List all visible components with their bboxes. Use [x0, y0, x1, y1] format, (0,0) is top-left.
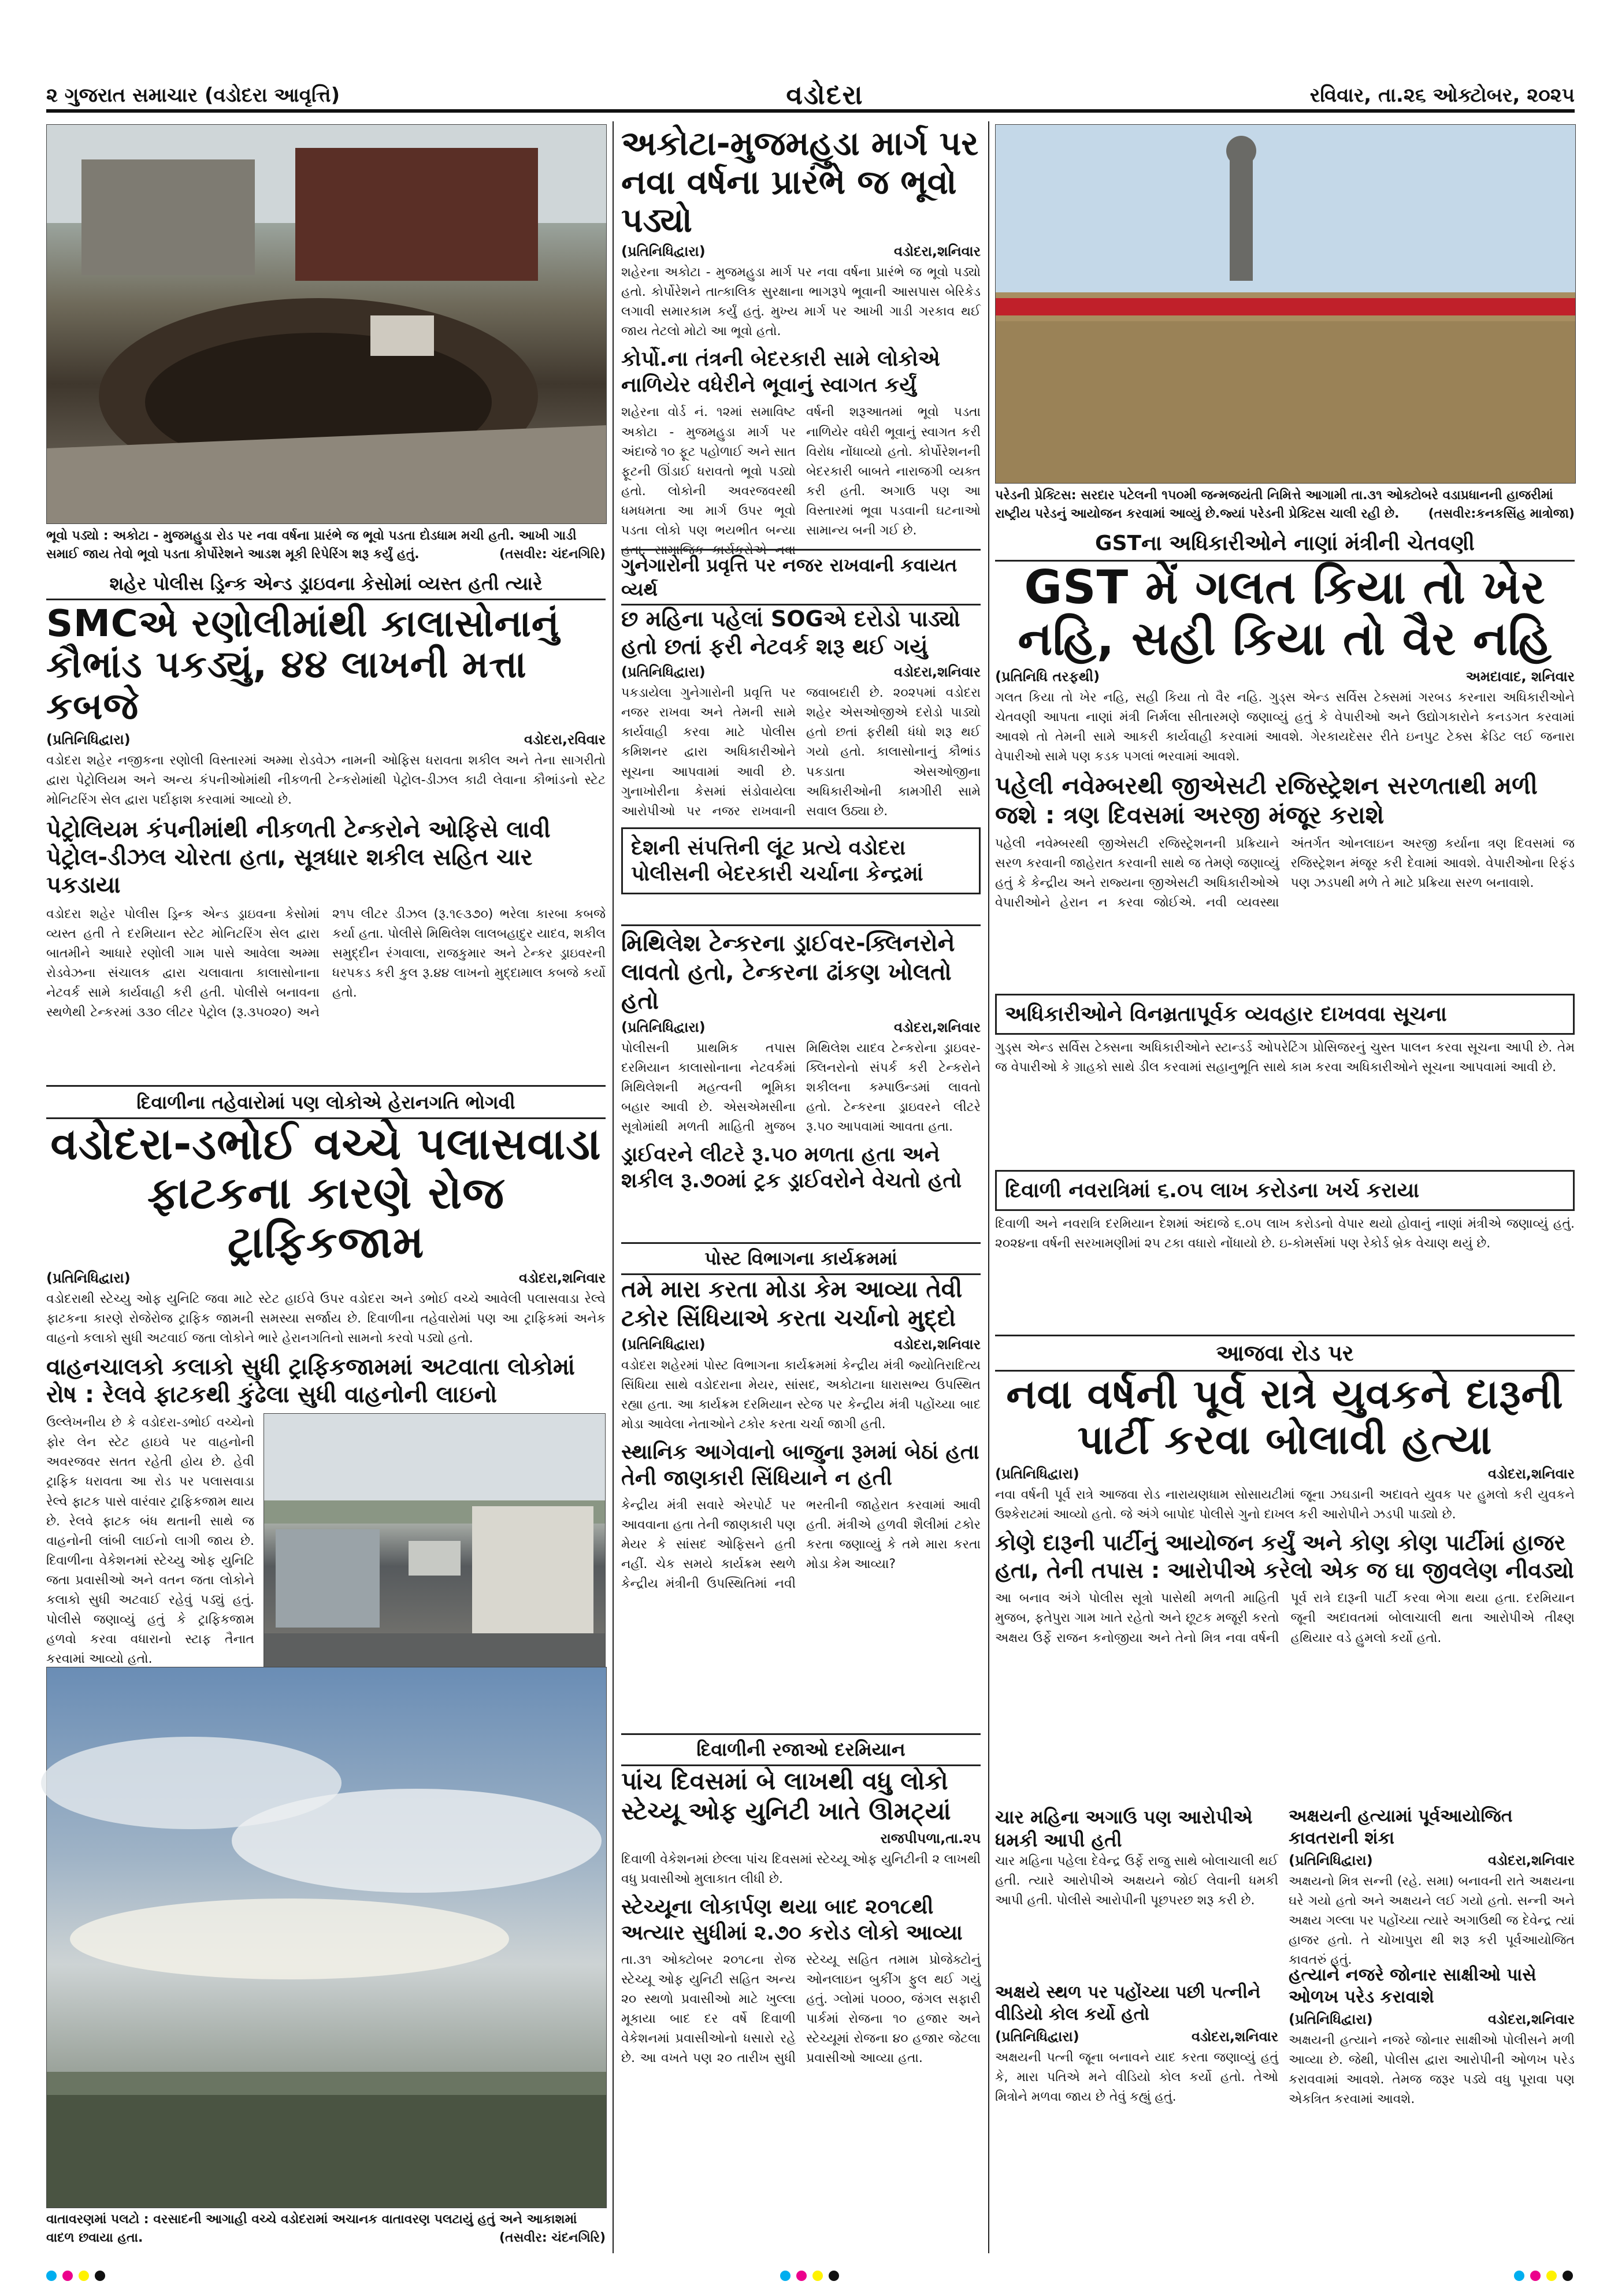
sky-illustration — [47, 1667, 606, 2208]
story-headline: અક્ષયની હત્યામાં પૂર્વઆયોજિત કાવતરાની શંકા — [1289, 1806, 1513, 1848]
dateline-place: વડોદરા,શનિવાર — [894, 1336, 981, 1353]
story-subheadline: વાહનચાલકો કલાકો સુધી ટ્રાફિકજામમાં અટવાતા લોકોમાં રોષ : રેલવે ફાટકથી કુંઢેલા સુધી વાહનોની લાઇનો — [46, 1354, 575, 1409]
dateline-source: (પ્રતિનિધિદ્વારા) — [621, 243, 706, 260]
sky-photo-caption — [46, 2210, 606, 2251]
story-body: શહેરના વોર્ડ નં. ૧૨માં સમાવિષ્ટ અકોટા - મુજમહુડા માર્ગ પર અંદાજે ૧૦ ફૂટ પહોળાઈ અને સાત ફૂટની ઊંડાઈ ધરાવતો ભૂવો પડ્યો હતો. લોકોની અવરજવરથી ધમધમતા આ માર્ગ ઉપર ભૂવો પડતા લોકો પણ ભયભીત બન્યા વર્ષની શરૂઆતમાં ભૂવો પડતા નાળિયેર વધેરી ભૂવાનું સ્વાગત કરી વિરોધ નોંધાવ્યો હતો. કોર્પોરેશનની બેદરકારી બાબતે નારાજગી વ્યક્ત કરી હતી. અગાઉ પણ આ વિસ્તારમાં ભૂવા પડવાની ઘટનાઓ સામાન્ય બની ગઈ છે. — [621, 405, 981, 538]
statue-story — [621, 1738, 981, 2252]
dateline-place: વડોદરા,શનિવાર — [1488, 1466, 1575, 1483]
story-headline: વડોદરા-ડભોઈ વચ્ચે પલાસવાડા ફાટકના કારણે રોજ ટ્રાફિકજામ — [50, 1117, 602, 1268]
story-kicker: દિવાળીના તહેવારોમાં પણ લોકોએ હેરાનગતિ ભોગવી — [46, 1091, 606, 1119]
dateline — [1289, 1852, 1575, 1868]
story-body: પકડાયેલા ગુનેગારોની પ્રવૃત્તિ પર નજર રાખવા અને તેમની સામે કાર્યવાહી કરવા માટે પોલીસ કમિશનર દ્વારા અધિકારીઓને સૂચના આપવામાં આવી છે. ગુનાખોરીના કેસમાં સંડોવાયેલા આરોપીઓ પર નજર રાખવાની જવાબદારી છે. ૨૦૨૫માં વડોદરા શહેર એસઓજીએ દરોડો પાડ્યો હતો છતાં ફરીથી ધંધો શરૂ થઈ ગયો હતો. કાલાસોનાનું કૌભાંડ પકડાતા એસઓજીના અધિકારીઓની કામગીરી સામે સવાલ ઉઠ્યા છે. — [621, 686, 981, 819]
story-subheadline: કોર્પો.ના તંત્રની બેદરકારી સામે લોકોએ નાળિયેર વધેરીને ભૂવાનું સ્વાગત કર્યું — [621, 347, 940, 397]
magenta-dot-icon — [796, 2271, 807, 2281]
story-headline: હત્યાને નજરે જોનાર સાક્ષીઓ પાસે ઓળખ પરેડ કરાવાશે — [1289, 1965, 1537, 2007]
caption-text: વાતાવરણમાં પલટો : વરસાદની આગાહી વચ્ચે વડોદરામાં અચાનક વાતાવરણ પલટાયું હતું અને આકાશમાં વાદળ છવાયા હતા. — [46, 2212, 577, 2245]
yellow-dot-icon — [1546, 2271, 1557, 2281]
section-rule — [621, 1733, 981, 1735]
section-rule — [621, 1242, 981, 1244]
story-kicker: GSTના અધિકારીઓને નાણાં મંત્રીની ચેતવણી — [995, 530, 1575, 562]
dateline-source: (પ્રતિનિધિદ્વારા) — [995, 2028, 1079, 2045]
charge-story — [995, 1805, 1278, 1979]
story-subheadline: સ્ટેચ્યૂના લોકાર્પણ થયા બાદ ૨૦૧૮થી અત્યાર સુધીમાં ૨.૭૦ કરોડ લોકો આવ્યા — [621, 1894, 963, 1945]
photo-credit: (તસવીર: ચંદનગિરિ) — [499, 547, 606, 562]
story-body: આ બનાવ અંગે પોલીસ સૂત્રો પાસેથી મળતી માહિતી મુજબ, ફતેપુરા ગામ ખાતે રહેતો અને છૂટક મજૂરી કરતો અક્ષય ઉર્ફે રાજન કનોજીયા અને તેનો મિત્ર નવા વર્ષની પૂર્વ રાત્રે દારૂની પાર્ટી કરવા ભેગા થયા હતા. દરમિયાન જૂની અદાવતમાં બોલાચાલી થતા આરોપીએ તીક્ષ્ણ હથિયાર વડે હુમલો કર્યો હતો. — [995, 1591, 1575, 1645]
dateline — [621, 1019, 981, 1035]
story-body: તા.૩૧ ઓક્ટોબર ૨૦૧૮ના રોજ સ્ટેચ્યૂ ઓફ યુનિટી સહિત અન્ય ૨૦ સ્થળો પ્રવાસીઓ માટે ખુલ્લા મૂકાયા બાદ દર વર્ષે દિવાળી વેકેશનમાં પ્રવાસીઓનો ધસારો રહે છે. આ વખતે પણ ૨૦ તારીખ સુધી સ્ટેચ્યૂ સહિત તમામ પ્રોજેક્ટોનું ઓનલાઇન બુકીંગ ફુલ થઈ ગયું હતું. ગ્લોમાં ૫૦૦૦, જંગલ સફારી પાર્કમાં રોજના ૧૦ હજાર અને સ્ટેચ્યૂમાં રોજના ૪૦ હજાર જેટલા પ્રવાસીઓ આવ્યા હતા. — [621, 1952, 981, 2066]
story-headline: પાંચ દિવસમાં બે લાખથી વધુ લોકો સ્ટેચ્યૂ ઓફ યુનિટી ખાતે ઊમટ્યાં — [621, 1766, 951, 1826]
black-dot-icon — [1563, 2271, 1573, 2281]
hatya-story — [1289, 1805, 1575, 1968]
dateline — [621, 1830, 981, 1847]
cyan-dot-icon — [1514, 2271, 1524, 2281]
story-intro: વડોદરા શહેરમાં પોસ્ટ વિભાગના કાર્યક્રમમાં કેન્દ્રીય મંત્રી જ્યોતિરાદિત્ય સિંધિયા સાથે વડોદરાના મેયર, સાંસદ, અકોટાના ધારાસભ્ય ઉપસ્થિત રહ્યા હતા. આ કાર્યક્રમ દરમિયાન સ્ટેજ પર કેન્દ્રીય મંત્રી પહોંચ્યા બાદ મોડા આવેલા નેતાઓને ટકોર કરતા ચર્ચા જાગી હતી. — [621, 1358, 981, 1432]
section-rule — [46, 1085, 606, 1087]
story-subheadline: દેશની સંપત્તિની લૂંટ પ્રત્યે વડોદરા પોલીસની બેદરકારી ચર્ચાના કેન્દ્રમાં — [621, 827, 981, 894]
dateline-place: વડોદરા,શનિવાર — [894, 1019, 981, 1035]
story-kicker: આજવા રોડ પર — [995, 1339, 1575, 1372]
story-subheadline: સ્થાનિક આગેવાનો બાજુના રૂમમાં બેઠાં હતા તેની જાણકારી સિંધિયાને ન હતી — [621, 1440, 979, 1490]
yellow-dot-icon — [812, 2271, 823, 2281]
registration-dots-center — [780, 2271, 839, 2281]
black-dot-icon — [95, 2271, 105, 2281]
story-body: વડોદરા શહેર પોલીસ ડ્રિન્ક એન્ડ ડ્રાઇવના કેસોમાં વ્યસ્ત હતી તે દરમિયાન સ્ટેટ મોનિટરિંગ સેલ દ્વારા બાતમીને આધારે રણોલી ગામ પાસે આવેલા અમ્મા રોડવેઝના સંચાલક દ્વારા ચલાવાતા કાલાસોનાના નેટવર્ક સામે કાર્યવાહી કરી હતી. પોલીસે બનાવના સ્થળેથી ટેન્કરમાં ૩૩૦ લીટર પેટ્રોલ (રૂ.૩૫૦૨૦) અને ૨૧૫ લીટર ડીઝલ (રૂ.૧૯૩૭૦) ભરેલા કારબા કબજે કર્યા હતા. પોલીસે મિથિલેશ લાલબહાદુર યાદવ, શકીલ સમુદ્દીન રંગવાલા, રાજકુમાર અને ટેન્કર ડ્રાઇવરની ધરપકડ કરી કુલ રૂ.૪૪ લાખનો મુદ્દામાલ કબજે કર્યો હતો. — [46, 906, 606, 1020]
story-headline: છ મહિના પહેલાં SOGએ દરોડો પાડ્યો હતો છતાં ફરી નેટવર્ક શરૂ થઈ ગયું — [621, 606, 960, 659]
story-subheadline: પેટ્રોલિયમ કંપનીમાંથી નીકળતી ટેન્કરોને ઓફિસે લાવી પેટ્રોલ-ડીઝલ ચોરતા હતા, સૂત્રધાર શકીલ સહિત ચાર પકડાયા — [46, 816, 551, 898]
story-subheadline: ડ્રાઈવરને લીટરે રૂ.૫૦ મળતા હતા અને શકીલ રૂ.૭૦માં ટ્રક ડ્રાઈવરોને વેચતો હતો — [621, 1143, 962, 1193]
dateline-place: વડોદરા,શનિવાર — [1488, 1852, 1575, 1868]
section-rule — [621, 924, 981, 926]
sinkhole-photo — [46, 124, 607, 524]
story-subheadline: પહેલી નવેમ્બરથી જીએસટી રજિસ્ટ્રેશન સરળતાથી મળી જશે : ત્રણ દિવસમાં અરજી મંજૂર કરાશે — [995, 771, 1538, 829]
dateline-place: વડોદરા,શનિવાર — [1488, 2011, 1575, 2027]
traffic-illustration — [264, 1414, 605, 1668]
story-body: ઉલ્લેખનીય છે કે વડોદરા-ડભોઈ વચ્ચેનો ફોર લેન સ્ટેટ હાઇવે પર વાહનોની અવરજવર સતત રહેતી હોય છે. હેવી ટ્રાફિક ધરાવતા આ રોડ પર પલાસવાડા રેલ્વે ફાટક પાસે વારંવાર ટ્રાફિકજામ થાય છે. રેલવે ફાટક બંધ થતાની સાથે જ વાહનોની લાંબી લાઈનો લાગી જાય છે. દિવાળીના વેકેશનમાં સ્ટેચ્યુ ઓફ યુનિટિ જતા પ્રવાસીઓ અને વતન જતા લોકોને કલાકો સુધી અટવાઈ રહેવું પડ્યું હતું. પોલીસે જણાવ્યું હતું કે ટ્રાફિકજામ હળવો કરવા વધારાનો સ્ટાફ તૈનાત કરવામાં આવ્યો હતો. — [46, 1416, 254, 1667]
mithilesh-story — [621, 929, 981, 1241]
sky-photo — [46, 1667, 607, 2208]
story-headline: ચાર મહિના અગાઉ પણ આરોપીએ ધમકી આપી હતી — [995, 1806, 1253, 1851]
section-rule — [621, 549, 981, 551]
story-kicker: પોસ્ટ વિભાગના કાર્યક્રમમાં — [621, 1247, 981, 1275]
dateline — [621, 1336, 981, 1353]
gst-story — [995, 530, 1575, 993]
traffic-body-row — [46, 1413, 606, 1669]
masthead-edition-city: વડોદરા — [786, 79, 864, 110]
magenta-dot-icon — [62, 2271, 73, 2281]
yellow-dot-icon — [79, 2271, 89, 2281]
advice-story — [995, 994, 1575, 1167]
dateline — [46, 1270, 606, 1286]
story-headline: અક્ષયે સ્થળ પર પહોંચ્યા પછી પત્નીને વીડિયો કોલ કર્યો હતો — [995, 1982, 1261, 2024]
story-subheadline: કોણે દારૂની પાર્ટીનું આયોજન કર્યું અને કોણ કોણ પાર્ટીમાં હાજર હતા, તેની તપાસ : આરોપીએ કરેલો એક જ ઘા જીવલેણ નીવડ્યો — [995, 1530, 1574, 1583]
story-body: અક્ષયની હત્યાને નજરે જોનાર સાક્ષીઓ પોલીસને મળી આવ્યા છે. જેથી, પોલીસ દ્વારા આરોપીની ઓળખ પરેડ કરાવવામાં આવશે. તેમજ જરૂર પડ્યે વધુ પૂરાવા પણ એકત્રિત કરવામાં આવશે. — [1289, 2033, 1575, 2107]
dateline-source: (પ્રતિનિધિ તરફથી) — [995, 668, 1100, 685]
dateline-source: (પ્રતિનિધિદ્વારા) — [995, 1466, 1079, 1483]
photo-credit: (તસવીર: ચંદનગિરિ) — [499, 2230, 606, 2245]
parade-photo-caption — [995, 486, 1575, 527]
dateline — [621, 664, 981, 680]
traffic-jam-photo — [264, 1413, 606, 1669]
story-headline: GST મેં ગલત કિયા તો ખેર નહિ, સહી કિયા તો વૈર નહિ — [1018, 560, 1552, 666]
dateline-source: (પ્રતિનિધિદ્વારા) — [1289, 1852, 1373, 1868]
masthead-paper-name: ૨ ગુજરાત સમાચાર (વડોદરા આવૃત્તિ) — [46, 83, 340, 107]
photo-credit: (તસવીર:કનકસિંહ માત્રોજા) — [1428, 506, 1575, 521]
video-story — [995, 1982, 1278, 2253]
story-body: દિવાળી અને નવરાત્રિ દરમિયાન દેશમાં અંદાજે ૬.૦૫ લાખ કરોડનો વેપાર થયો હોવાનું નાણાં મંત્રીએ જણાવ્યું હતું. ૨૦૨૪ના વર્ષની સરખામણીમાં ૨૫ ટકા વધારો નોંધાયો છે. ઇ-કોમર્સમાં પણ રેકોર્ડ બ્રેક વેચાણ થયું છે. — [995, 1217, 1575, 1251]
story-headline: દિવાળી નવરાત્રિમાં ૬.૦૫ લાખ કરોડના ખર્ચ કરાયા — [995, 1170, 1575, 1211]
dateline-source: (પ્રતિનિધિદ્વારા) — [1289, 2011, 1373, 2027]
dateline — [621, 243, 981, 259]
masthead — [46, 81, 1575, 113]
sinkhole-photo-caption — [46, 527, 606, 567]
dateline — [995, 2028, 1278, 2045]
story-body: પોલીસની પ્રાથમિક તપાસ દરમિયાન કાલાસોનાના નેટવર્કમાં મિથિલેશની મહત્વની ભૂમિકા બહાર આવી છે. એસએમસીના સૂત્રોમાંથી મળતી માહિતી મુજબ મિથિલેશ યાદવ ટેન્કરોના ડ્રાઇવર-ક્લિનરોનો સંપર્ક કરી ટેન્કરોને શકીલના કમ્પાઉન્ડમાં લાવતો હતો. ટેન્કરના ડ્રાઇવરને લીટરે રૂ.૫૦ આપવામાં આવતા હતા. — [621, 1041, 981, 1135]
dateline — [995, 1466, 1575, 1482]
dateline-source: (પ્રતિનિધિદ્વારા) — [46, 731, 131, 748]
story-headline: અકોટા-મુજમહુડા માર્ગ પર નવા વર્ષના પ્રારંભે જ ભૂવો પડ્યો — [621, 124, 979, 240]
story-intro: શહેરના અકોટા - મુજમહુડા માર્ગ પર નવા વર્ષના પ્રારંભે જ ભૂવો પડ્યો હતો. કોર્પોરેશને તાત્કાલિક સુરક્ષાના ભાગરૂપે ભૂવાની આસપાસ બેરિકેડ લગાવી સમારકામ કર્યું હતું. મુખ્ય માર્ગ પર આખી ગાડી ગરકાવ થઈ જાય તેટલો મોટો આ ભૂવો હતો. — [621, 265, 981, 339]
story-body: કેન્દ્રીય મંત્રી સવારે એરપોર્ટ પર આવવાના હતા તેની જાણકારી પણ મેયર કે સાંસદ ઓફિસને હતી નહીં. ચેક સમયે કાર્યક્રમ સ્થળે કેન્દ્રીય મંત્રીની ઉપસ્થિતિમાં નવી ભરતીની જાહેરાત કરવામાં આવી હતી. મંત્રીએ હળવી શૈલીમાં ટકોર કરતા જણાવ્યું કે તમે મારા કરતા મોડા કેમ આવ્યા? — [621, 1498, 981, 1592]
story-headline: SMCએ રણોલીમાંથી કાલાસોનાનું કૌભાંડ પકડ્યું, ૪૪ લાખની મત્તા કબજે — [46, 602, 560, 728]
story-kicker: ગુનેગારોની પ્રવૃત્તિ પર નજર રાખવાની કવાયત વ્યર્થ — [621, 553, 981, 605]
story-body: પહેલી નવેમ્બરથી જીએસટી રજિસ્ટ્રેશનની પ્રક્રિયાને સરળ કરવાની જાહેરાત કરવાની સાથે જ તેમણે જણાવ્યું હતું કે કેન્દ્રીય અને રાજ્યના જીએસટી અધિકારીઓએ વેપારીઓને હેરાન ન કરવા જોઈએ. નવી વ્યવસ્થા અંતર્ગત ઓનલાઇન અરજી કર્યાના ત્રણ દિવસમાં જ રજિસ્ટ્રેશન મંજૂર કરી દેવામાં આવશે. વેપારીઓના રિફંડ પણ ઝડપથી મળે તે માટે પ્રક્રિયા સરળ બનાવાશે. — [995, 837, 1575, 911]
sinkhole-illustration — [47, 125, 606, 523]
dateline-source: (પ્રતિનિધિદ્વારા) — [621, 1336, 706, 1353]
masthead-date: રવિવાર, તા.૨૬ ઓક્ટોબર, ૨૦૨૫ — [1309, 83, 1575, 107]
story-headline: નવા વર્ષની પૂર્વ રાત્રે યુવકને દારૂની પાર્ટી કરવા બોલાવી હત્યા — [1006, 1370, 1564, 1463]
story-body: અક્ષયની પત્ની જૂના બનાવને યાદ કરતા જણાવ્યું હતું કે, મારા પતિએ મને વીડિયો કોલ કર્યો હતો. તેઓ મિત્રોને મળવા જાય છે તેવું કહ્યું હતું. — [995, 2050, 1278, 2105]
parade-photo — [995, 124, 1576, 484]
story-intro: નવા વર્ષની પૂર્વ રાત્રે આજવા રોડ નારાયણધામ સોસાયટીમાં જૂના ઝઘડાની અદાવતે યુવક પર હુમલો કરી યુવકને ઉશ્કેરાટમાં આવ્યો હતો. જે અંગે બાપોદ પોલીસે ગુનો દાખલ કરી આરોપીને ઝડપી પાડ્યો છે. — [995, 1488, 1575, 1522]
dateline — [1289, 2011, 1575, 2027]
column-rule — [613, 121, 614, 2253]
dateline — [995, 668, 1575, 685]
story-body: અક્ષયનો મિત્ર સન્ની (રહે. સમા) બનાવની રાતે અક્ષયના ઘરે ગયો હતો અને અક્ષયને લઈ ગયો હતો. સન્ની અને અક્ષય ગલ્લા પર પહોંચ્યા ત્યારે અગાઉથી જ દેવેન્દ્ર ત્યાં હાજર હતો. તે ચોખાપુરા થી શરૂ કરી પૂર્વઆયોજિત કાવતરું હતું. — [1289, 1874, 1575, 1968]
story-intro: દિવાળી વેકેશનમાં છેલ્લા પાંચ દિવસમાં સ્ટેચ્યૂ ઓફ યુનિટીની ૨ લાખથી વધુ પ્રવાસીઓ મુલાકાત લીધી છે. — [621, 1852, 981, 1886]
dateline-source: (પ્રતિનિધિદ્વારા) — [621, 664, 706, 681]
witness-story — [1289, 1964, 1575, 2253]
magenta-dot-icon — [1530, 2271, 1541, 2281]
dateline-place: વડોદરા,રવિવાર — [524, 731, 606, 748]
sog-story — [621, 553, 981, 923]
dateline-place: રાજપીપળા,તા.૨૫ — [880, 1830, 981, 1847]
dateline-place: વડોદરા,શનિવાર — [1192, 2028, 1278, 2045]
story-body: ગુડ્સ એન્ડ સર્વિસ ટેક્સના અધિકારીઓને સ્ટાન્ડર્ડ ઓપરેટિંગ પ્રોસિજરનું ચુસ્ત પાલન કરવા સૂચના આપી છે. તેમ જ વેપારીઓ કે ગ્રાહકો સાથે ડીલ કરવામાં સહાનુભૂતિ સાથે કામ કરવા અધિકારીઓને સૂચના આપવામાં આવી છે. — [995, 1041, 1575, 1075]
registration-dots-right — [1514, 2271, 1573, 2281]
registration-dots-left — [46, 2271, 105, 2281]
post-story — [621, 1247, 981, 1732]
section-rule — [995, 1335, 1575, 1336]
story-kicker: શહેર પોલીસ ડ્રિન્ક એન્ડ ડ્રાઇવના કેસોમાં વ્યસ્ત હતી ત્યારે — [46, 572, 606, 600]
story-headline: મિથિલેશ ટેન્કરના ડ્રાઈવર-ક્લિનરોને લાવતો હતો, ટેન્કરના ઢાંકણ ખોલતો હતો — [621, 930, 955, 1015]
story-intro: ગલત કિયા તો ખેર નહિ, સહી કિયા તો વૈર નહિ. ગુડ્સ એન્ડ સર્વિસ ટેક્સમાં ગરબડ કરનારા અધિકારીઓને ચેતવણી આપતા નાણાં મંત્રી નિર્મલા સીતારમણે જણાવ્યું હતું કે વેપારીઓ અને ઉદ્યોગકારોને કનડગત કરવામાં આવશે તો તેમની સામે આકરી કાર્યવાહી કરવામાં આવશે. ગેરકાયદેસર રીતે ઇનપુટ ટેક્સ ક્રેડિટ લઈ જનારા વેપારીઓ સામે પણ કડક પગલાં ભરવામાં આવશે. — [995, 690, 1575, 764]
caption-text: ભૂવો પડ્યો : અકોટા - મુજમહુડા રોડ પર નવા વર્ષના પ્રારંભે જ ભૂવો પડતા દોડધામ મચી હતી. આખી ગાડી સમાઈ જાય તેવો ભૂવો પડતા કોર્પોરેશને આડશ મૂકી રિપેરિંગ શરૂ કર્યું હતું. — [46, 529, 577, 562]
navratri-story — [995, 1170, 1575, 1332]
dateline — [46, 731, 606, 748]
dateline-place: વડોદરા,શનિવાર — [894, 664, 981, 681]
cyan-dot-icon — [780, 2271, 791, 2281]
story-headline: અધિકારીઓને વિનમ્રતાપૂર્વક વ્યવહાર દાખવવા સૂચના — [995, 994, 1575, 1035]
ajwa-story — [995, 1339, 1575, 1801]
story-intro: વડોદરા શહેર નજીકના રણોલી વિસ્તારમાં અમ્મા રોડવેઝ નામની ઓફિસ ધરાવતા શકીલ અને તેના સાગરીતો દ્વારા પેટ્રોલિયમ અને અન્ય કંપનીઓમાંથી નીકળતી ટેન્કરોમાંથી પેટ્રોલ-ડીઝલ કાઢી લેવાના કૌભાંડનો સ્ટેટ મોનિટરિંગ સેલ દ્વારા પર્દાફાશ કરવામાં આવ્યો છે. — [46, 753, 606, 807]
dateline-source: (પ્રતિનિધિદ્વારા) — [46, 1269, 131, 1286]
black-dot-icon — [829, 2271, 839, 2281]
sinkhole-story — [621, 124, 981, 546]
story-headline: તમે મારા કરતા મોડા કેમ આવ્યા તેવી ટકોર સિંધિયાએ કરતા ચર્ચાનો મુદ્દો — [621, 1276, 963, 1332]
story-body: ચાર મહિના પહેલા દેવેન્દ્ર ઉર્ફે રાજુ સાથે બોલાચાલી થઈ હતી. ત્યારે આરોપીએ અક્ષયને જોઈ લેવાની ધમકી આપી હતી. પોલીસે આરોપીની પૂછપરછ શરૂ કરી છે. — [995, 1854, 1278, 1908]
traffic-story — [46, 1091, 606, 1667]
smc-story — [46, 572, 606, 1080]
dateline-place: અમદાવાદ, શનિવાર — [1465, 668, 1575, 685]
story-kicker: દિવાળીની રજાઓ દરમિયાન — [621, 1738, 981, 1766]
caption-text: પરેડની પ્રેક્ટિસ: સરદાર પટેલની ૧૫૦મી જન્મજયંતી નિમિત્તે આગામી તા.૩૧ ઓક્ટોબરે વડાપ્રધાનની હાજરીમાં રાષ્ટ્રીય પરેડનું આયોજન કરવામાં આવ્યું છે.જ્યાં પરેડની પ્રેક્ટિસ ચાલી રહી છે. — [995, 488, 1553, 521]
dateline-source: (પ્રતિનિધિદ્વારા) — [621, 1019, 706, 1035]
dateline-place: વડોદરા,શનિવાર — [519, 1269, 606, 1286]
column-rule — [988, 121, 989, 2253]
cyan-dot-icon — [46, 2271, 57, 2281]
story-intro: વડોદરાથી સ્ટેચ્યુ ઓફ યુનિટિ જવા માટે સ્ટેટ હાઈવે ઉપર વડોદરા અને ડભોઈ વચ્ચે આવેલી પલાસવાડા રેલ્વે ફાટકના કારણે રોજેરોજ ટ્રાફિક જામની સમસ્યા સર્જાય છે. દિવાળીના તહેવારોમાં પણ આ ટ્રાફિકમાં અનેક વાહનો કલાકો સુધી અટવાઈ જતા લોકોને ભારે હેરાનગતિનો સામનો કરવો પડ્યો હતો. — [46, 1291, 606, 1346]
parade-illustration — [996, 125, 1575, 483]
dateline-place: વડોદરા,શનિવાર — [894, 243, 981, 260]
